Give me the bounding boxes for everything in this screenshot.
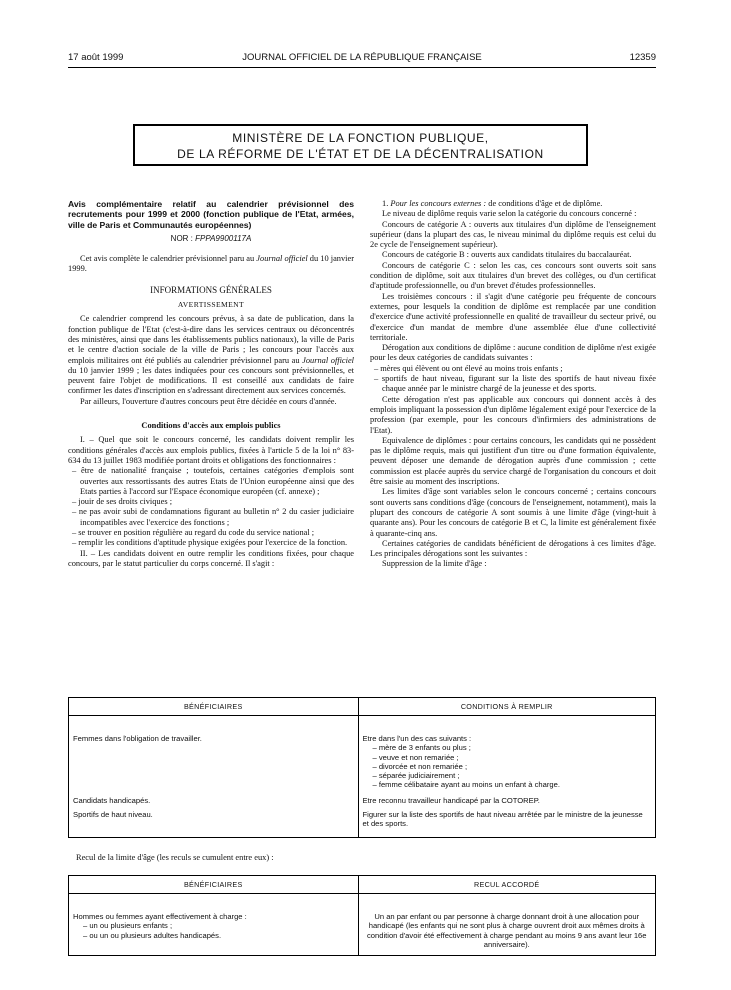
- cell-beneficiary: Sportifs de haut niveau.: [69, 805, 359, 837]
- condition-item: – remplir les conditions d'aptitude physique exigées pour l'exercice de la fonction.: [72, 538, 348, 548]
- beneficiary-subitem: – ou un ou plusieurs adultes handicapés.: [83, 930, 222, 940]
- condition-subitem: – veuve et non remariée ;: [372, 752, 459, 762]
- left-column: [68, 199, 354, 569]
- derogation-item: – mères qui élèvent ou ont élevé au moins trois enfants ;: [374, 363, 563, 373]
- right-column: [370, 199, 656, 570]
- ministry-box: [133, 124, 588, 166]
- section-avertissement: AVERTISSEMENT: [177, 300, 245, 310]
- header-date: 17 août 1999: [68, 52, 124, 63]
- ministry-line-1: MINISTÈRE DE LA FONCTION PUBLIQUE,: [232, 131, 489, 145]
- derogation-paragraph: Dérogation aux conditions de diplôme : aucune condition de diplôme n'est exigée pour les deux catégories de candidats suivantes :: [370, 343, 656, 363]
- cell-conditions: Etre dans l'un des cas suivants : – mère de 3 enfants ou plus ; – veuve et non remariée ; – divorcée et non remariée ; – séparée judiciairement ; – femme célibataire ayant au moins un enfant à charge.: [358, 716, 656, 790]
- age-derogations-paragraph: Certaines catégories de candidats bénéficient de dérogations à ces limites d'âge. Les principales dérogations sont les suivantes :: [370, 538, 656, 559]
- cell-beneficiary: Hommes ou femmes ayant effectivement à charge : – un ou plusieurs enfants ; – ou un ou plusieurs adultes handicapés.: [69, 894, 359, 956]
- avis-title: Avis complémentaire relatif au calendrier prévisionnel des recrutements pour 1999 et 2000 (fonction publique de l'Etat, armées, ville de Paris et Communautés européennes): [68, 199, 354, 230]
- running-header: [68, 52, 656, 66]
- header-journal-title: JOURNAL OFFICIEL DE LA RÉPUBLIQUE FRANÇAISE: [242, 52, 482, 63]
- equivalence-paragraph: Equivalence de diplômes : pour certains concours, les candidats qui ne possèdent pas le diplôme requis, mais qui justifient d'un titre ou d'une formation équivalente, peuvent déposer une demande de dérogation auprès d'une commission ; cette commission est placée auprès du service chargé de l'organisation du concours et doit être saisie au moment des inscriptions.: [370, 435, 656, 487]
- cell-recul: Un an par enfant ou par personne à charge donnant droit à une allocation pour handicapé (les enfants qui ne sont plus à charge ouvrent droit aux mêmes droits à condition d'avoir été effectivement à charge pendant au moins 9 ans avant leur 16e anniversaire).: [358, 894, 655, 956]
- third-concours-paragraph: Les troisièmes concours : il s'agit d'une catégorie peu fréquente de concours externes, pour lesquels la condition de diplôme est remplacée par une condition d'exercice d'une activité professionnelle en qualité de travailleur du secteur privé, ou d'exercice d'un mandat de membre d'une assemblée élue d'une collectivité territoriale.: [370, 291, 656, 342]
- avertissement-paragraph-2: Par ailleurs, l'ouverture d'autres concours peut être décidée en cours d'année.: [80, 396, 337, 406]
- condition-subitem: – séparée judiciairement ;: [372, 771, 460, 781]
- derogation-exception-paragraph: Cette dérogation n'est pas applicable aux concours qui donnent accès à des emplois impliquant la possession d'un diplôme légalement exigé pour l'exercice de la profession (par exemple, pour les concours d'infirmiers des administrations de l'Etat).: [370, 394, 656, 435]
- table-header-row: [69, 698, 656, 716]
- table-row: [69, 790, 656, 805]
- avertissement-paragraph: Ce calendrier comprend les concours prévus, à sa date de publication, dans la fonction publique de l'Etat (c'est-à-dire dans les services centraux ou déconcentrés des ministères, ainsi que dans les établissements publics nationaux), la ville de Paris et le centre d'action sociale de la ville de Paris ; les concours pour l'accès aux emplois militaires ont été publiés au calendrier prévisionnel paru au Journal officiel du 10 janvier 1999 ; les dates indiquées pour ces concours sont prévisionnelles, et peuvent faire l'objet de modifications. Il est conseillé aux candidats de faire confirmer les dates d'inscription en s'adressant directement aux services concernés.: [68, 314, 355, 396]
- conditions-title: Conditions d'accès aux emplois publics: [141, 421, 281, 431]
- category-a-paragraph: Concours de catégorie A : ouverts aux titulaires d'un diplôme de l'enseignement supérieur (dans la plupart des cas, le niveau minimal du diplôme requis est celui du 2e cycle de l'enseignement supérieur).: [370, 219, 656, 250]
- recul-label: Recul de la limite d'âge (les reculs se cumulent entre eux) :: [76, 853, 274, 862]
- category-c-paragraph: Concours de catégorie C : selon les cas, ces concours sont ouverts soit sans condition de diplôme, soit aux titulaires d'un brevet des collèges, ou d'un certificat d'aptitude professionnelle, ou d'un brevet d'études professionnelles.: [370, 260, 656, 291]
- diploma-level-paragraph: Le niveau de diplôme requis varie selon la catégorie du concours concerné :: [382, 209, 637, 219]
- table-row: [69, 716, 656, 790]
- table-row: [69, 894, 656, 956]
- age-recul-table: [68, 875, 656, 956]
- condition-subitem: – femme célibataire ayant au moins un enfant à charge.: [372, 780, 560, 790]
- condition-subitem: – divorcée et non remariée ;: [372, 761, 468, 771]
- nor-line: NOR : FPPA9900117A: [170, 233, 252, 243]
- ministry-line-2: DE LA RÉFORME DE L'ÉTAT ET DE LA DÉCENTRALISATION: [177, 147, 544, 161]
- cell-conditions: Figurer sur la liste des sportifs de haut niveau arrêtée par le ministre de la jeunesse et des sports.: [358, 805, 656, 837]
- cell-beneficiary: Candidats handicapés.: [69, 790, 359, 805]
- age-limits-paragraph: Les limites d'âge sont variables selon le concours concerné ; certains concours sont ouverts sans conditions d'âge (concours de l'enseignement, notamment), mais la plupart des concours de catégorie A sont soumis à une limite d'âge (vingt-huit à quarante ans). Pour les concours de catégorie B et C, la limite est généralement fixée à quarante-cinq ans.: [370, 487, 656, 538]
- category-b-paragraph: Concours de catégorie B : ouverts aux candidats titulaires du baccalauréat.: [382, 250, 632, 260]
- header-page-number: 12359: [629, 52, 656, 63]
- condition-subitem: – mère de 3 enfants ou plus ;: [372, 743, 471, 753]
- column-header-beneficiaires: BÉNÉFICIAIRES: [69, 698, 359, 716]
- conditions-paragraph-2: II. – Les candidats doivent en outre remplir les conditions fixées, pour chaque concours, par le statut particulier du corps concerné. Il s'agit :: [68, 548, 354, 568]
- condition-item: – être de nationalité française ; toutefois, certaines catégories d'emplois sont ouvertes aux ressortissants des autres Etats de l'Union européenne ainsi que des Etats parties à l'accord sur l'Espace économique européen (cf. annexe) ;: [72, 466, 354, 496]
- derogation-item: – sportifs de haut niveau, figurant sur la liste des sportifs de haut niveau fixée chaque année par le ministre chargé de la jeunesse et des sports.: [374, 374, 656, 394]
- beneficiary-subitem: – un ou plusieurs enfants ;: [83, 921, 173, 931]
- cell-conditions: Etre reconnu travailleur handicapé par la COTOREP.: [358, 790, 656, 805]
- cell-beneficiary: Femmes dans l'obligation de travailler.: [69, 716, 359, 790]
- section-informations: INFORMATIONS GÉNÉRALES: [150, 284, 272, 295]
- column-header-recul: RECUL ACCORDÉ: [358, 876, 655, 894]
- intro-paragraph: Cet avis complète le calendrier prévisionnel paru au Journal officiel du 10 janvier 1999.: [68, 254, 354, 274]
- conditions-paragraph-1: I. – Quel que soit le concours concerné, les candidats doivent remplir les conditions générales d'accès aux emplois publics, fixées à l'article 5 de la loi n° 83-634 du 13 juillet 1983 modifiée portant droits et obligations des fonctionnaires :: [68, 435, 354, 465]
- age-suppression-label: Suppression de la limite d'âge :: [382, 559, 487, 569]
- header-rule: [68, 67, 656, 68]
- table-header-row: [69, 876, 656, 894]
- external-concours-paragraph: 1. Pour les concours externes : de conditions d'âge et de diplôme.: [382, 199, 603, 208]
- condition-item: – se trouver en position régulière au regard du code du service national ;: [72, 528, 315, 538]
- age-suppression-table: [68, 697, 656, 838]
- condition-item: – jouir de ses droits civiques ;: [72, 497, 173, 507]
- table-row: [69, 805, 656, 837]
- condition-item: – ne pas avoir subi de condamnations figurant au bulletin n° 2 du casier judiciaire incompatibles avec l'exercice des fonctions ;: [72, 507, 354, 527]
- column-header-beneficiaires: BÉNÉFICIAIRES: [69, 876, 359, 894]
- column-header-conditions: CONDITIONS À REMPLIR: [358, 698, 656, 716]
- nor-code: FPPA9900117A: [195, 233, 252, 243]
